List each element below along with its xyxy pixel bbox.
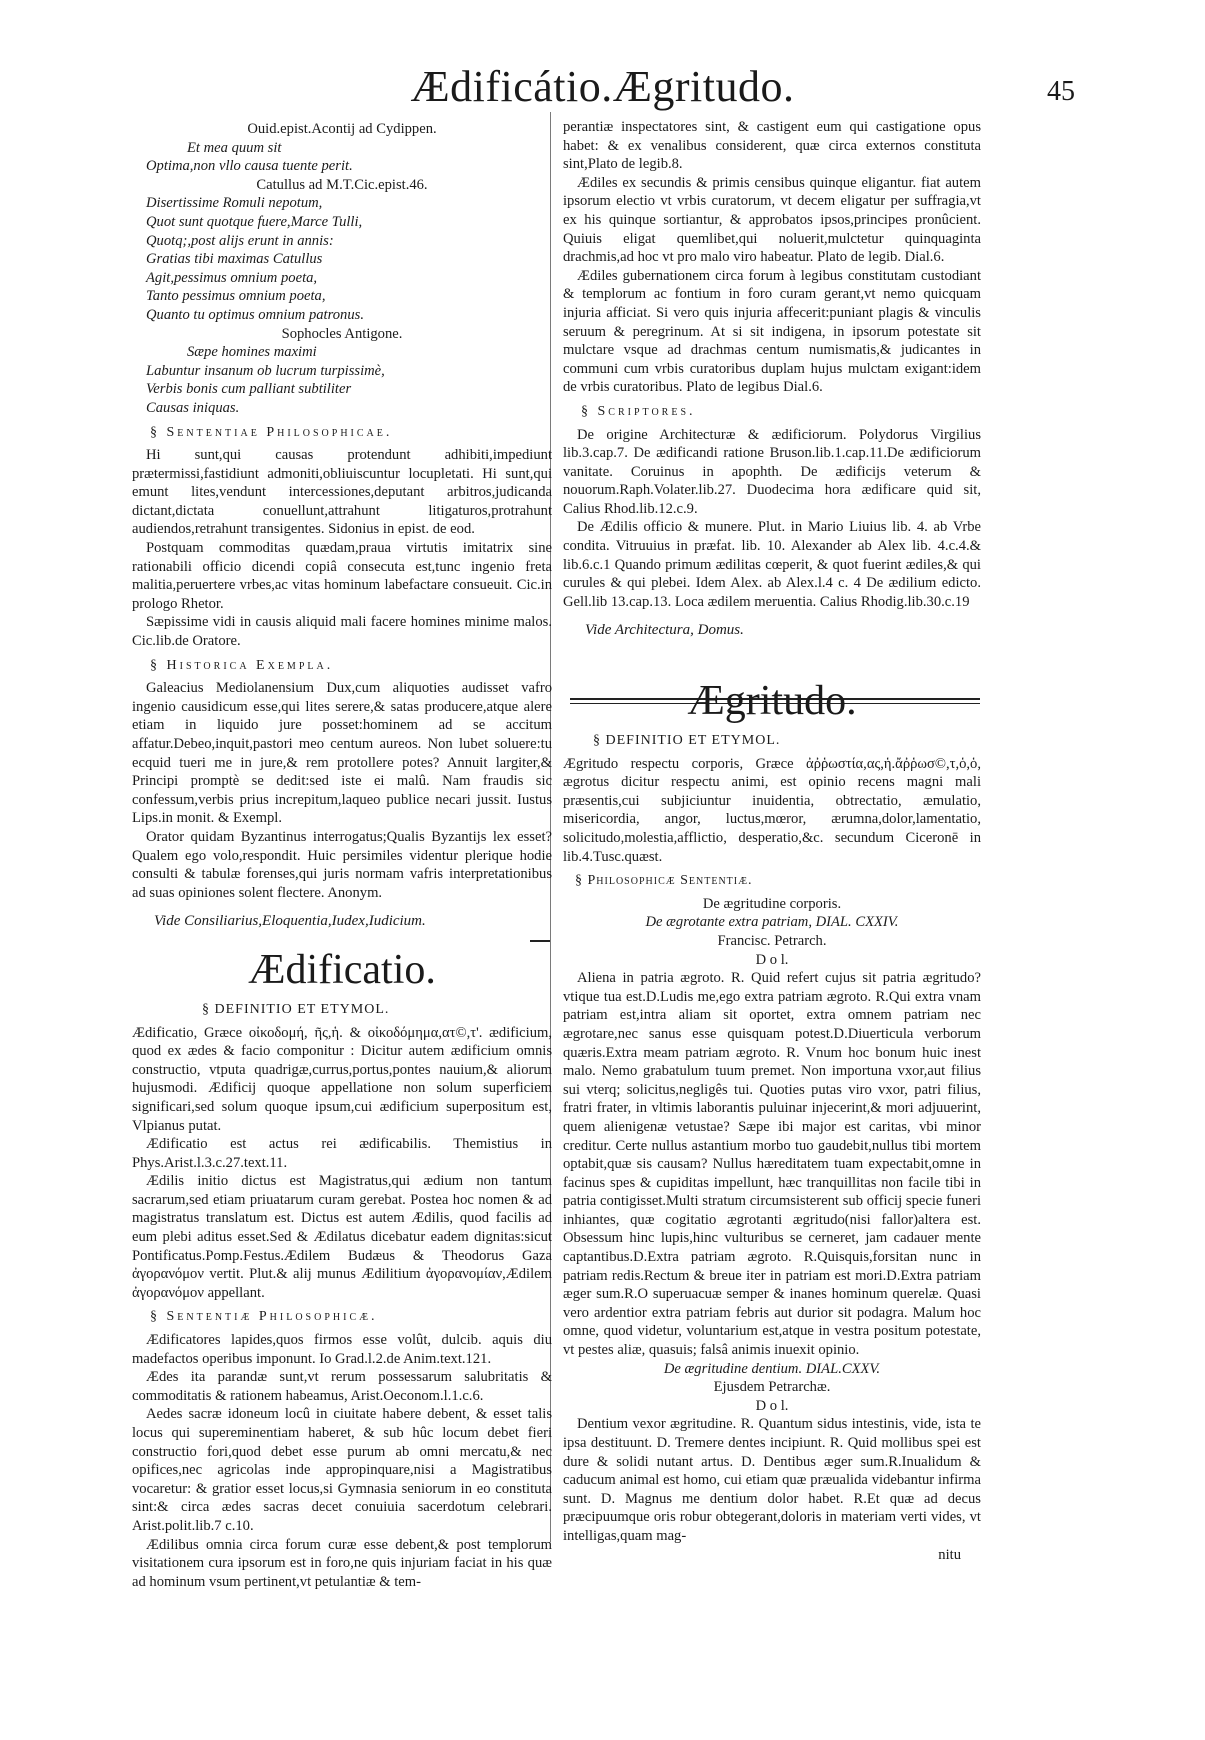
paragraph: De origine Architecturæ & ædificiorum. Polydorus Virgilius lib.3.cap.7. De ædificandi ratione Bruson.lib.1.cap.11.De ædificiorum vanitate. Coruinus in apophth. De ædificijs veterum & nouorum.Raph.Volater.lib.27. Duodecima hora ædificare quid sit, Calius Rhod.lib.12.c.9. [563, 426, 981, 517]
section-heading: § Sententiae Philosophicae. [150, 424, 393, 440]
section-heading: § DEFINITIO ET ETYMOL. [202, 1001, 390, 1017]
verse-line: Sæpe homines maximi [187, 344, 317, 361]
paragraph: Ædificatio est actus rei ædificabilis. Themistius in Phys.Arist.l.3.c.27.text.11. [132, 1136, 552, 1171]
paragraph: Ædificatio, Græce οἰκοδομή, ῆς,ἡ. & οἰκοδόμημα,ατ©,τ'. ædificium, quod ex ædes & facio componitur : Dicitur autem ædificium omnis constructio, vtputa quadrigæ,currus,portus,pontes nauium,& aliorum hujusmodi. Ædificij quoque appellatione non solum superficiem significari,sed solum quoque ipsum,cui ædificium superpositum est, Vlpianus putat. [132, 1024, 552, 1134]
entry-title: Ædificatio. [248, 946, 436, 993]
paragraph: Ædiles gubernationem circa forum à legibus constitutam custodiant & templorum ac fontium in foro curam gerant,vt nemo quicquam injuria afficiat. Si vero quis injuria affecerit:puniant plagis & vinculis seruum & peregrinum. At si sit indigena, in ipsorum potestate sit mulctare vsque ad drachmas centum numismatis,& judicantes in communi cum vrbis curatoribus duplam hujus mulctam exigant:idem de vrbis curatoribus. Plato de legibus Dial.6. [563, 267, 981, 396]
catchword: nitu [938, 1546, 961, 1563]
paragraph: Hi sunt,qui causas protendunt adhibiti,impediunt prætermissi,fastidiunt admoniti,obliuiscuntur locupletati. Hi sunt,qui emunt lites,vendunt intercessiones,deputant arbitros,judicanda dictant,dictata conuellunt,attrahunt litigaturos,protrahunt audiendos,retrahunt transigentes. Sidonius in epist. de eod. [132, 447, 552, 538]
dialogue-title: De ægritudine dentium. DIAL.CXXV. [663, 1360, 881, 1377]
page-number: 45 [1047, 76, 1075, 107]
entry-title: Ægritudo. [687, 678, 857, 725]
verse-line: Gratias tibi maximas Catullus [146, 251, 323, 268]
paragraph: Galeacius Mediolanensium Dux,cum aliquoties audisset vafro ingenio causidicum esse,qui lites serere,& satas producere,atque alere etiam in liquido jure posset:hominem ad se accitum affatur.Debeo,inquit,pastori meo centum aureos. Non lubet soluere:tu ecquid tueri me in jure,& rem protollere potes? Annuit largiter,& Principi promptè se dedit:sed iste ei malû. Nam fraudis sic confessum,verbis prius increpitum,laqueo publice necari jussit. Iustus Lips.in monit. & Exempl. [132, 680, 552, 827]
paragraph: Postquam commoditas quædam,praua virtutis imitatrix sine rationabili officio dicendi copiâ consecuta est,tunc ingenio freta malitia,peruertere vrbes,ac vitas hominum labefactare consueuit. Cic.in prologo Rhetor. [132, 540, 552, 612]
source-ovid: Ouid.epist.Acontij ad Cydippen. [247, 121, 437, 137]
paragraph: Dentium vexor ægritudine. R. Quantum sidus intestinis, vide, ista te ipsa destituunt. D. Tremere dentes incipiunt. R. Quid mollibus spei est dure & solidi nutant artus. D. Dentibus æger sum.R.Inualidum & caducum animal est homo, cui etiam quæ præualida videbantur infirma sunt. D. Magnus me dentium dolor habet. R.Et quæ ad decus præcipuumque oris robur obtegerant,doloris in materiam verti vides, vt intelligas,quam mag- [563, 1416, 981, 1544]
right-column [563, 118, 981, 1564]
sub-heading: De ægritudine corporis. [702, 895, 842, 912]
paragraph: perantiæ inspectatores sint, & castigent eum qui castigatione opus habet: & ex venalibus considerent, quæ circa externos constituta sint,Plato de legib.8. [563, 119, 981, 173]
verse-line: Agit,pessimus omnium poeta, [146, 269, 318, 286]
verse-line: Optima,non vllo causa tuente perit. [146, 158, 353, 175]
author-line: Ejusdem Petrarchæ. [713, 1379, 831, 1396]
paragraph: Ædilis initio dictus est Magistratus,qui ædium non tantum sacrarum,sed etiam priuatarum curam gerebat. Postea hoc nomen & ad magistratus translatum est. Dictus est autem Ædilis, quod facilis ad eum plebi aditus esset.Sed & Ædilatus dicebatur eadem dignitas:sicut Pontificatus.Pomp.Festus.Ædilem Budæus & Theodorus Gaza ἀγορανόμον vertit. Plut.& alij munus Ædilitium ἀγορανομίαν,Ædilem ἀγορανόμον appellant. [132, 1173, 552, 1301]
dialogue-title: De ægrotante extra patriam, DIAL. CXXIV. [645, 914, 899, 931]
section-heading: § Historica Exempla. [150, 657, 334, 673]
source-sophocles: Sophocles Antigone. [281, 325, 403, 342]
paragraph: Ædiles ex secundis & primis censibus quinque eligantur. fiat autem ipsorum electio vt vrbis curatorum, vt decem eligatur per suffragia,vt ex his quinque sortiantur, & approbatos ipsos,principes pronûcient. Quiuis eligat quemlibet,qui noluerit,mulctetur quinquaginta drachmis,ad hoc vt pro malo viro habeatur. Plato de legib. Dial.6. [563, 174, 981, 266]
speaker-label: D o l. [755, 951, 789, 968]
paragraph: Aliena in patria ægroto. R. Quid refert cujus sit patria ægritudo? vtique tua est.D.Ludis me,ego extra patriam ægroto. R.Qui extra vnam patriam est,intra aliam sit oportet, extra omnem patriam nec ægrotare,nec sanus esse quisquam potest.D.Diuerticula verborum quæris.Extra meam patriam ægroto. R. Vnum hoc bonum huic inest malo. Nemo grabatulum tuum premet. Non importuna vxor,aut filius sui vterq; solicitus,negligês tui. Quoties putas viro vxor, patri filius, fratri frater, in vltimis laborantis puluinar injecerint,& mori adjuuerint, quem alienigenæ vetustae? Sæpe ibi major est caritas, vbi minor creditur. Certe nullus astantium morbo tuo gaudebit,nullus tibi mortem optabit,quæ sis causam? Nullus hæreditatem tuam expectabit,omne in facinus spes & cupiditas impellunt, hæc tranquillitas non facile tibi in patria contigisset.Multi stratum circumsisterent sub officij specie funeri inhiantes, quæ cogitatio ægrotanti ægritudo(nisi fallor)altera est. Obsessum hinc lupis,hinc vulturibus se cerneret, jam cadauer mente captantibus.D.Extra patriam ægroto. R.Quisquis,forsitan nunc in patriam redis.Rectum & breue iter in patriam est mori.D.Extra patriam æger sum.R.O superuacuæ semper & inanes hominum querelæ. Quasi vero ardentior extra patriam febris aut durior sit podagra. Malum hoc omne, quod videtur, voluntarium est,atque in vestra positum potestate, vt pestes aliæ, quasuis; falsâ animis inuexit opinio. [563, 970, 981, 1359]
verse-line: Verbis bonis cum palliant subtiliter [146, 381, 352, 398]
paragraph: Ædes ita parandæ sunt,vt rerum possessarum salubritatis & commoditatis & rationem habeamus, Arist.Oeconom.l.1.c.6. [132, 1369, 552, 1404]
paragraph: Orator quidam Byzantinus interrogatus;Qualis Byzantijs lex esset?Qualem ego volo,respondit. Huic persimiles videntur plerique hodie consulti & tabulæ forenses,qui juris normam vafris interpretationibus ad suas opiniones solent flectere. Anonym. [132, 828, 552, 901]
verse-line: Quotq;,post alijs erunt in annis: [146, 232, 334, 249]
paragraph: Ædilibus omnia circa forum curæ esse debent,& post templorum visitationem cura ipsorum est in foro,ne quis injuriam faciat in his quæ ad hominum vsum pertinent,vt petulantiæ & tem- [132, 1536, 552, 1590]
source-catullus: Catullus ad M.T.Cic.epist.46. [256, 176, 428, 193]
paragraph: Aedes sacræ idoneum locû in ciuitate habere debent, & esset talis locus qui supereminentiam haberet, & sub hûc locum debet fieri constructio fori,quod debet esse purum ab omni mercatu,& nec opifices,nec agricolas inde appropinquare,nisi a Magistratibus vocaretur: & gratior esset locus,si Gymnasia seniorum in eo constituta sint:& circa ædes sacras decet conuiuia sacerdotum celebrari. Arist.polit.lib.7 c.10. [132, 1406, 552, 1534]
section-heading: § Philosophicæ Sententiæ. [575, 873, 753, 889]
cross-reference: Vide Consiliarius,Eloquentia,Iudex,Iudicium. [154, 913, 426, 930]
verse-line: Labuntur insanum ob lucrum turpissimè, [146, 362, 385, 379]
verse-line: Disertissime Romuli nepotum, [146, 195, 323, 212]
speaker-label: D o l. [755, 1397, 789, 1414]
verse-line: Causas iniquas. [146, 399, 240, 416]
paragraph: Sæpissime vidi in causis aliquid mali facere homines minime malos. Cic.lib.de Oratore. [132, 614, 552, 650]
paragraph: Ædificatores lapides,quos firmos esse volût, dulcib. aquis diu madefactos operibus imponunt. Io Grad.l.2.de Anim.text.121. [132, 1332, 552, 1367]
cross-reference: Vide Architectura, Domus. [585, 622, 744, 639]
verse-line: Tanto pessimus omnium poeta, [146, 288, 326, 305]
paragraph: Ægritudo respectu corporis, Græce ἀῤῥωστία,ας,ἡ.ἄῤῥωσ©,τ,ὁ,ὁ, ægrotus dicitur respectu animi, est opinio recens magni mali præsentis,cui subjiciuntur inuidentia, obtrectatio, æmulatio, misericordia, angor, luctus,mœror, ærumna,dolor,lamentatio, solicitudo,molestia,afflictio, desperatio,&c. secundum Ciceronē in lib.4.Tusc.quæst. [563, 755, 981, 865]
running-title: Ædificátio.Ægritudo. [410, 62, 795, 111]
verse-line: Et mea quum sit [187, 139, 282, 156]
section-heading: § Scriptores. [581, 403, 696, 419]
left-column [132, 120, 552, 1591]
section-heading: § DEFINITIO ET ETYMOL. [593, 733, 781, 749]
verse-line: Quot sunt quotque fuere,Marce Tulli, [146, 213, 363, 230]
paragraph: De Ædilis officio & munere. Plut. in Mario Liuius lib. 4. ab Vrbe condita. Vitruuius in præfat. lib. 10. Alexander ab Alex lib. 4.c.4.& lib.6.c.1 Quando primum ædilitas cœperit, & quot fuerint ædiles,& qui curules & qui plebei. Idem Alex. ab Alex.l.4 c. 4 De ædilium edicto. Gell.lib 13.cap.13. Loca ædilem meruentia. Calius Rhodig.lib.30.c.19 [563, 519, 981, 610]
author-line: Francisc. Petrarch. [717, 932, 827, 949]
section-heading: § Sententiæ Philosophicæ. [150, 1309, 378, 1325]
verse-line: Quanto tu optimus omnium patronus. [146, 306, 364, 323]
